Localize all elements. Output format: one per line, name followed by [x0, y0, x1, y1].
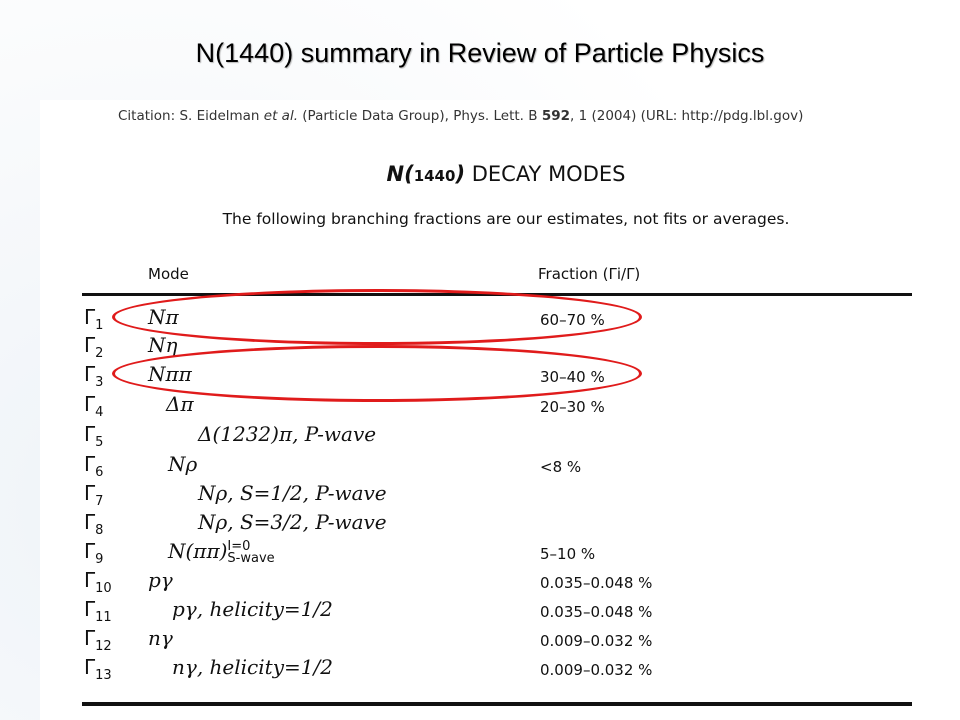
table-row: [40, 452, 912, 480]
decay-title-close: ): [455, 162, 466, 186]
gamma-symbol: Γ: [84, 452, 96, 476]
citation-suffix: , 1 (2004) (URL: http://pdg.lbl.gov): [570, 108, 804, 124]
decay-mode-text: Nη: [148, 333, 178, 357]
branching-fraction: 60–70 %: [540, 311, 605, 329]
decay-title-mass: 1440: [413, 167, 456, 185]
gamma-index: 7: [95, 494, 104, 509]
gamma-index: 11: [95, 610, 112, 625]
gamma-index: 3: [95, 375, 104, 390]
citation-middle: (Particle Data Group), Phys. Lett. B: [298, 108, 542, 124]
gamma-label: [84, 481, 103, 509]
gamma-index: 6: [95, 465, 104, 480]
gamma-symbol: Γ: [84, 333, 96, 357]
branching-fraction: 5–10 %: [540, 545, 596, 563]
decay-mode: [148, 626, 173, 650]
citation-etal: et al.: [263, 108, 298, 124]
branching-fraction: 0.035–0.048 %: [540, 603, 653, 621]
branching-fraction: 0.009–0.032 %: [540, 632, 653, 650]
table-row: [40, 655, 912, 683]
decay-mode-text: Nρ: [168, 452, 198, 476]
citation-prefix: Citation: S. Eidelman: [118, 108, 264, 124]
decay-mode-text: pγ, helicity=1/2: [172, 597, 333, 621]
decay-mode: [168, 539, 275, 565]
gamma-label: [84, 362, 103, 390]
gamma-label: [84, 305, 103, 333]
gamma-symbol: Γ: [84, 655, 96, 679]
branching-fraction: <8 %: [540, 458, 582, 476]
gamma-index: 13: [95, 668, 112, 683]
decay-mode-text: pγ: [148, 568, 173, 592]
gamma-index: 10: [95, 581, 112, 596]
decay-mode-text: Nππ: [148, 362, 192, 386]
decay-mode-text: Δπ: [166, 392, 194, 416]
table-row: [40, 539, 912, 567]
decay-mode: [198, 481, 387, 505]
branching-fraction: 20–30 %: [540, 398, 605, 416]
citation-volume: 592: [541, 108, 571, 124]
decay-mode-text: Nρ, S=1/2, P-wave: [198, 481, 387, 505]
decay-mode-text: Δ(1232)π, P-wave: [198, 422, 377, 446]
branching-note: The following branching fractions are our estimates, not fits or averages.: [222, 210, 790, 228]
decay-mode-text: N(ππ): [168, 539, 228, 563]
decay-mode-text: Nρ, S=3/2, P-wave: [198, 510, 387, 534]
decay-mode: [166, 392, 194, 416]
decay-mode-text: nγ: [148, 626, 173, 650]
highlight-ellipse-row-1: [112, 289, 642, 345]
table-row: [40, 568, 912, 596]
gamma-label: [84, 333, 103, 361]
gamma-index: 2: [95, 346, 104, 361]
gamma-symbol: Γ: [84, 305, 96, 329]
gamma-index: 9: [95, 552, 104, 567]
citation-line: [118, 108, 803, 124]
pdg-document: [40, 100, 912, 720]
gamma-label: [84, 452, 103, 480]
branching-fraction: 0.035–0.048 %: [540, 574, 653, 592]
decay-mode: [172, 597, 333, 621]
table-row: [40, 510, 912, 538]
gamma-symbol: Γ: [84, 539, 96, 563]
table-row: [40, 481, 912, 509]
table-row: [40, 626, 912, 654]
gamma-symbol: Γ: [84, 510, 96, 534]
gamma-label: [84, 597, 112, 625]
table-rule-bottom: [82, 702, 912, 706]
gamma-index: 12: [95, 639, 112, 654]
gamma-index: 8: [95, 523, 104, 538]
wave-label: S-wave: [227, 550, 275, 566]
highlight-ellipse-row-3: [112, 345, 642, 402]
gamma-index: 1: [95, 318, 104, 333]
decay-modes-heading: [40, 162, 912, 186]
decay-mode: [198, 510, 387, 534]
table-row: [40, 422, 912, 450]
slide-title: N(1440) summary in Review of Particle Physics: [195, 38, 765, 68]
decay-mode: [172, 655, 333, 679]
decay-title-rest: DECAY MODES: [465, 162, 626, 186]
gamma-label: [84, 510, 103, 538]
isospin-label: I=0: [227, 538, 251, 554]
column-header-mode: Mode: [148, 265, 189, 283]
gamma-index: 5: [95, 435, 104, 450]
column-header-fraction: Fraction (Γi/Γ): [538, 265, 641, 283]
gamma-index: 4: [95, 405, 104, 420]
gamma-label: [84, 392, 103, 420]
gamma-symbol: Γ: [84, 362, 96, 386]
table-row: [40, 597, 912, 625]
gamma-symbol: Γ: [84, 422, 96, 446]
branching-fraction: 0.009–0.032 %: [540, 661, 653, 679]
decay-mode: [198, 422, 376, 446]
gamma-symbol: Γ: [84, 568, 96, 592]
gamma-label: [84, 422, 103, 450]
gamma-symbol: Γ: [84, 597, 96, 621]
decay-mode-text: nγ, helicity=1/2: [172, 655, 333, 679]
gamma-label: [84, 655, 112, 683]
gamma-symbol: Γ: [84, 392, 96, 416]
gamma-label: [84, 626, 112, 654]
decay-mode: [148, 333, 177, 357]
gamma-symbol: Γ: [84, 481, 96, 505]
gamma-symbol: Γ: [84, 626, 96, 650]
gamma-label: [84, 539, 103, 567]
decay-title-particle: N(: [386, 162, 414, 186]
decay-mode-text: Nπ: [148, 305, 179, 329]
branching-fraction: 30–40 %: [540, 368, 605, 386]
gamma-label: [84, 568, 112, 596]
decay-mode: [148, 568, 173, 592]
decay-mode: [168, 452, 197, 476]
